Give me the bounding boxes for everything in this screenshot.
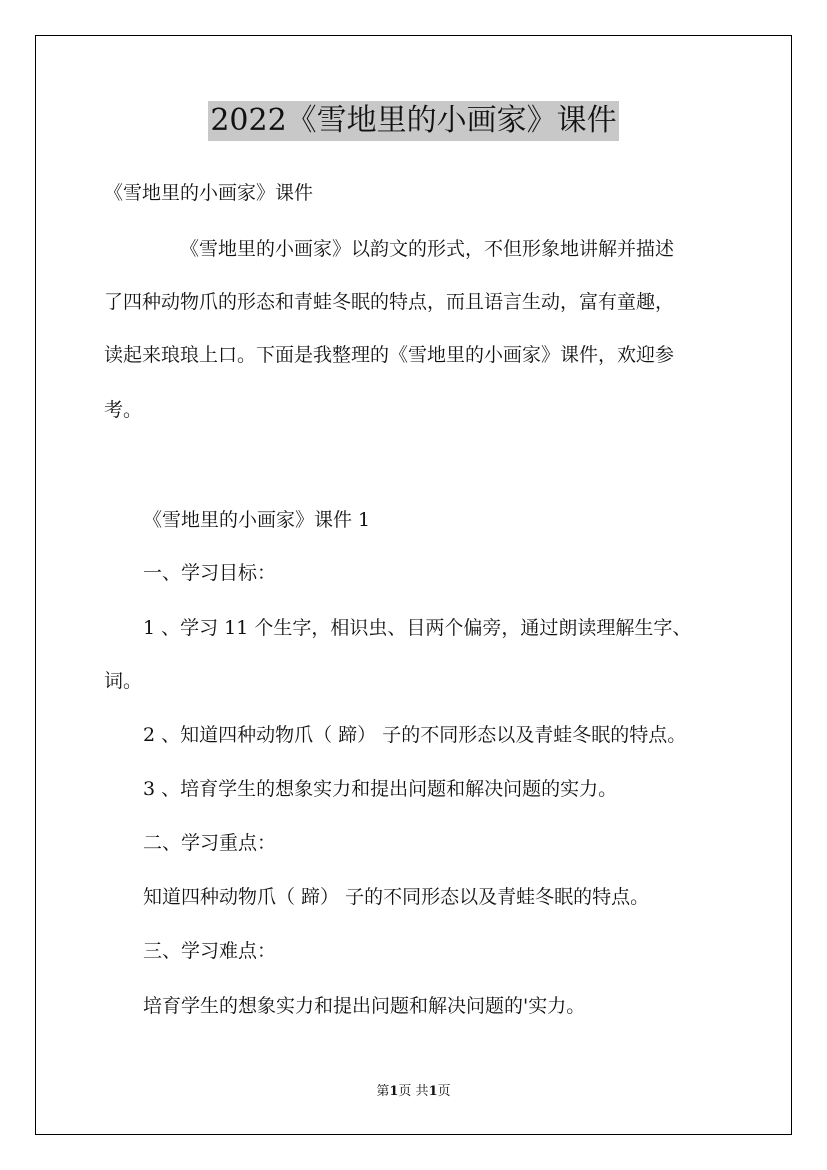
document-subtitle: 《雪地里的小画家》课件 (104, 182, 314, 204)
footer-page-total: 1 (428, 1084, 438, 1099)
objective-1-line-2: 词。 (104, 670, 143, 692)
document-title: 2022《雪地里的小画家》课件 (208, 101, 618, 141)
intro-line-3: 读起来琅琅上口。下面是我整理的《雪地里的小画家》课件，欢迎参 (104, 344, 675, 366)
key-points-heading: 二、学习重点： (143, 832, 277, 854)
intro-line-1: 《雪地里的小画家》以韵文的形式，不但形象地讲解并描述 (180, 238, 675, 260)
footer-page-suffix: 页 (437, 1084, 451, 1099)
title-container (0, 101, 827, 141)
key-points-text: 知道四种动物爪（ 蹄） 子的不同形态以及青蛙冬眠的特点。 (143, 886, 650, 908)
footer-page-current: 1 (389, 1084, 399, 1099)
intro-line-4: 考。 (104, 399, 143, 421)
objective-1-line-1: 1 、学习 11 个生字，相识虫、目两个偏旁，通过朗读理解生字、 (143, 617, 692, 639)
objectives-heading: 一、学习目标： (143, 562, 277, 584)
page-footer (0, 1083, 827, 1101)
footer-page-mid: 页 共 (398, 1084, 429, 1099)
section-heading: 《雪地里的小画家》课件 1 (143, 509, 371, 531)
footer-page-prefix: 第 (376, 1084, 390, 1099)
objective-3: 3 、培育学生的想象实力和提出问题和解决问题的实力。 (143, 778, 618, 800)
difficulties-heading: 三、学习难点： (143, 940, 277, 962)
difficulties-text: 培育学生的想象实力和提出问题和解决问题的'实力。 (143, 995, 586, 1017)
objective-2: 2 、知道四种动物爪（ 蹄） 子的不同形态以及青蛙冬眠的特点。 (143, 724, 687, 746)
intro-line-2: 了四种动物爪的形态和青蛙冬眠的特点，而且语言生动，富有童趣， (104, 291, 675, 313)
